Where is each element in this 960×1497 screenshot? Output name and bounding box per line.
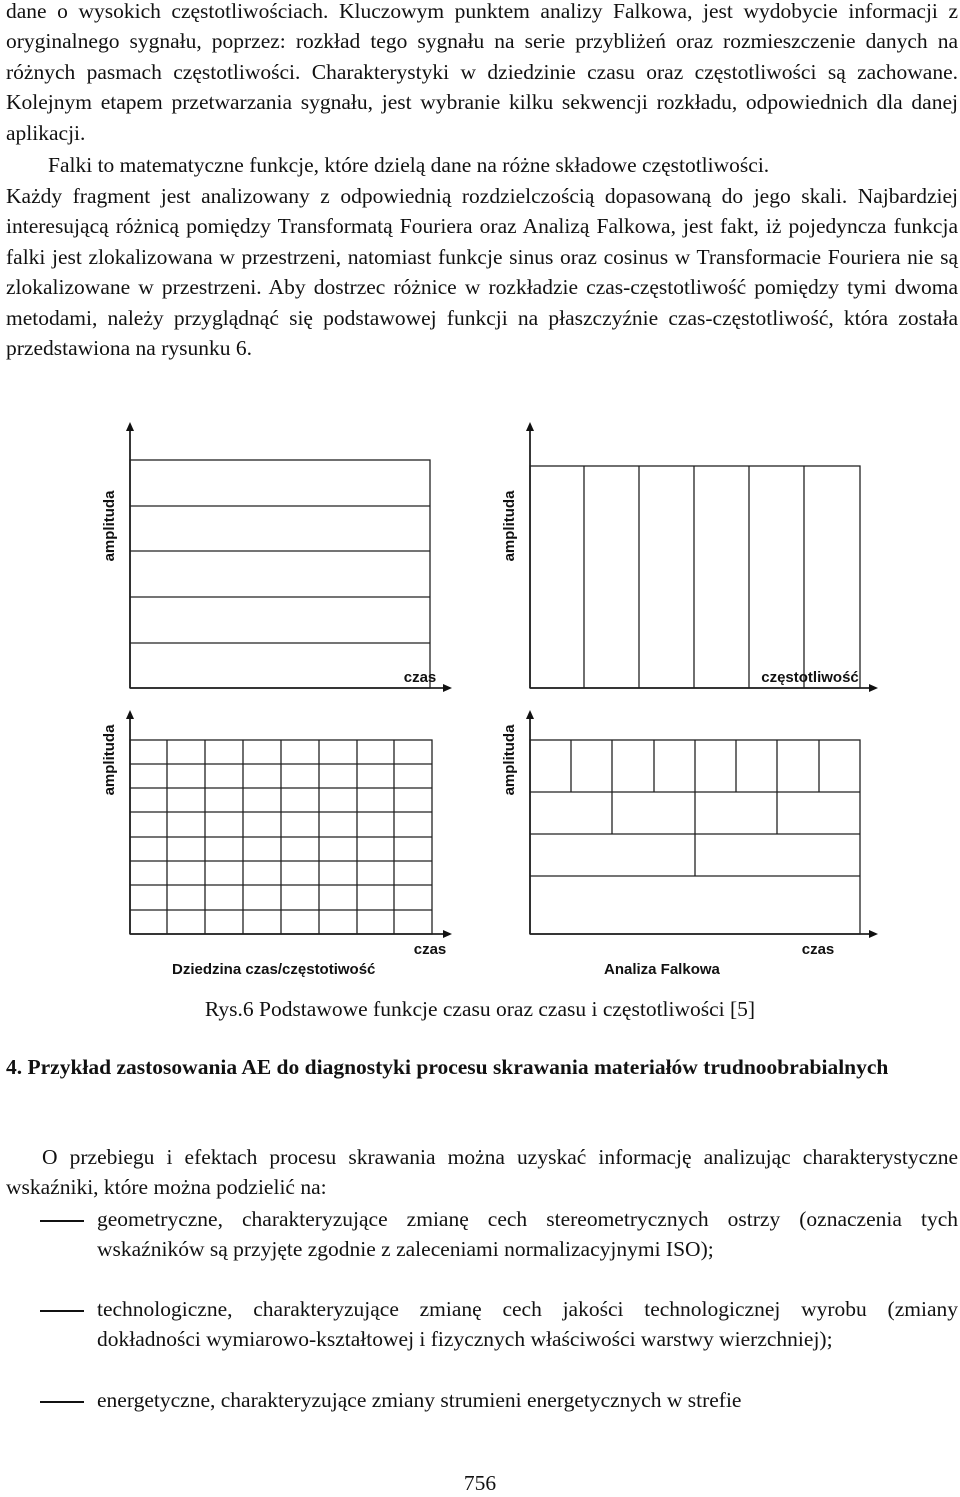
paragraph-intro: dane o wysokich częstotliwościach. Kluczowym punktem analizy Falkowa, jest wydobycie informacji z oryginalnego sygnału, poprzez: rozkład tego sygnału na serie przybliżeń oraz rozmieszczenie danych na różnych pasmach częstotliwości. Charakterystyki w dziedzinie czasu oraz częstotliwości są zachowane. Kolejnym etapem przetwarzania sygnału, jest wybranie kilku sekwencji rozkładu, odpowiednich dla danej aplikacji. [6, 0, 958, 145]
panel-label-time-frequency: Dziedzina czas/częstotiwość [172, 961, 376, 978]
axis-label-amplitude-top-right: amplituda [501, 490, 518, 562]
section-heading: 4. Przykład zastosowania AE do diagnostyki procesu skrawania materiałów trudnoobrabialnych [6, 1055, 889, 1079]
axis-label-amplitude-bottom-right: amplituda [501, 724, 518, 796]
list-item-text: technologiczne, charakteryzujące zmianę cech jakości technologicznej wyrobu (zmiany dokładności wymiarowo-kształtowej i fizycznych właściwości warstwy wierzchniej); [97, 1297, 958, 1352]
panel-wavelet-tiling [530, 714, 874, 934]
panel-time-domain [130, 426, 448, 688]
panel-frequency-domain [530, 426, 874, 688]
paragraph-wavelets-definition: Falki to matematyczne funkcje, które dzielą dane na różne składowe częstotliwości. [48, 153, 770, 177]
page-number: 756 [463, 1471, 497, 1495]
paragraph-indicators: O przebiegu i efektach procesu skrawania można uzyskać informację analizując charakterystyczne wskaźniki, które można podzielić na: [6, 1145, 958, 1200]
axis-label-amplitude-top-left: amplituda [101, 490, 118, 562]
axis-label-frequency-top-right: częstotliwość [761, 669, 859, 686]
figure-caption: Rys.6 Podstawowe funkcje czasu oraz czasu i częstotliwości [5] [204, 997, 756, 1021]
figure-6-diagram [74, 414, 892, 992]
axis-label-time-bottom-right: czas [801, 941, 835, 958]
axis-label-time-top-left: czas [403, 669, 437, 686]
panel-label-wavelet: Analiza Falkowa [604, 961, 720, 978]
list-item-text: geometryczne, charakteryzujące zmianę cech stereometrycznych ostrzy (oznaczenia tych wskaźników są przyjęte zgodnie z zaleceniami normalizacyjnymi ISO); [97, 1207, 958, 1262]
axis-label-amplitude-bottom-left: amplituda [101, 724, 118, 796]
paragraph-fourier-comparison: Każdy fragment jest analizowany z odpowiednią rozdzielczością dopasowaną do jego skali. Najbardziej interesującą różnicą pomiędzy Transformatą Fouriera oraz Analizą Falkowa, jest fakt, iż pojedyncza funkcja falki jest zlokalizowana w przestrzeni, natomiast funkcje sinus oraz cosinus w Transformacie Fouriera nie są zlokalizowane w przestrzeni. Aby dostrzec różnice w rozkładzie czas-częstotliwość pomiędzy tymi dwoma metodami, należy przyglądnąć się podstawowej funkcji na płaszczyźnie czas-częstotliwość, która została przedstawiona na rysunku 6. [6, 184, 958, 361]
list-item-text: energetyczne, charakteryzujące zmiany strumieni energetycznych w strefie [97, 1388, 742, 1412]
axis-label-time-bottom-left: czas [413, 941, 447, 958]
figure-6 [74, 414, 892, 992]
panel-time-frequency-grid [130, 714, 448, 934]
